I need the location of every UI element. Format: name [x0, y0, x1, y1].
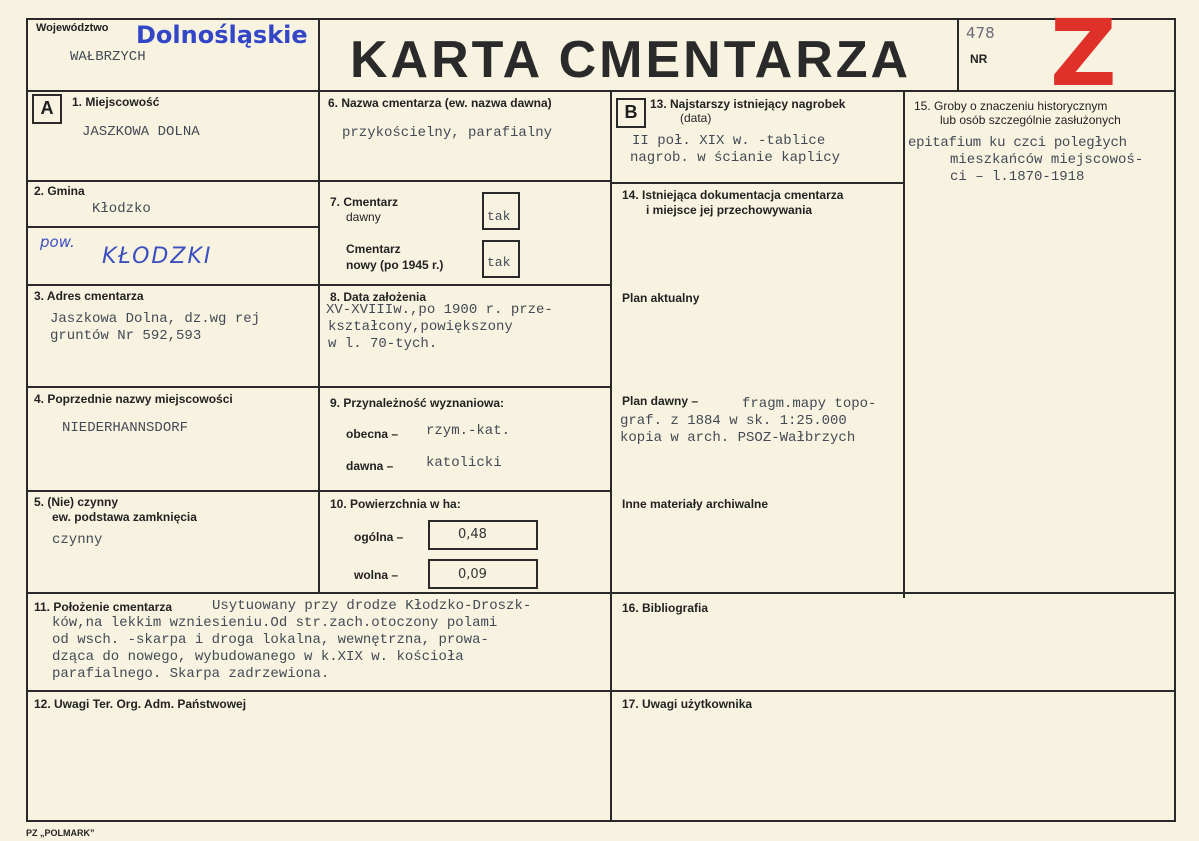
- header-divider-2: [957, 18, 959, 92]
- page-title: KARTA CMENTARZA: [350, 31, 912, 89]
- field-7-box-dawny: [482, 192, 520, 230]
- field-2-label: 2. Gmina: [34, 184, 85, 198]
- field-5-label1: 5. (Nie) czynny: [34, 495, 119, 509]
- field-2-hand-prefix: pow.: [40, 233, 75, 251]
- field-7-label-a1: 7. Cmentarz: [330, 195, 399, 209]
- field-7-label-a2: dawny: [346, 210, 381, 224]
- frame-top: [26, 18, 1176, 20]
- row-line-m3: [318, 386, 612, 388]
- field-10-label: 10. Powierzchnia w ha:: [330, 497, 461, 511]
- field-14-plan-line3: kopia w arch. PSOZ-Wałbrzych: [620, 430, 856, 446]
- field-7-box-nowy-value: tak: [487, 255, 511, 270]
- section-a-marker: A: [32, 94, 62, 124]
- field-8-line3: w l. 70-tych.: [328, 336, 438, 352]
- field-9-dawna-label: dawna –: [346, 459, 394, 473]
- row-line-l4: [26, 386, 320, 388]
- row-line-m1: [318, 180, 612, 182]
- field-8-label: 8. Data założenia: [330, 290, 427, 304]
- field-5-label2: ew. podstawa zamknięcia: [52, 510, 197, 524]
- field-13-line2: nagrob. w ścianie kaplicy: [630, 150, 841, 166]
- row-line-l5: [26, 490, 320, 492]
- field-13-label2: (data): [680, 111, 712, 125]
- field-3-line2: gruntów Nr 592,593: [50, 328, 202, 344]
- field-11-line3: od wsch. -skarpa i droga lokalna, wewnętrzna, prowa-: [52, 632, 489, 648]
- field-11-line5: parafialnego. Skarpa zadrzewiona.: [52, 666, 330, 682]
- field-9-obecna-label: obecna –: [346, 427, 399, 441]
- field-11-line2: ków,na lekkim wzniesieniu.Od str.zach.otoczony polami: [52, 615, 498, 631]
- field-14-plan-dawny: Plan dawny –: [622, 394, 699, 408]
- field-14-inne: Inne materiały archiwalne: [622, 497, 769, 511]
- field-6-label: 6. Nazwa cmentarza (ew. nazwa dawna): [328, 96, 552, 110]
- wojewodztwo-label: Województwo: [36, 22, 109, 34]
- row-line-l3: [26, 284, 320, 286]
- field-3-label: 3. Adres cmentarza: [34, 289, 144, 303]
- wojewodztwo-typed: WAŁBRZYCH: [70, 49, 146, 65]
- field-14-plan-line1: fragm.mapy topo-: [742, 396, 877, 412]
- field-14-label2: i miejsce jej przechowywania: [646, 203, 813, 217]
- field-10-ogolna-box: [428, 520, 538, 550]
- field-1-label: 1. Miejscowość: [72, 95, 160, 109]
- field-10-ogolna-label: ogólna –: [354, 530, 404, 544]
- field-15-label2: lub osób szczególnie zasłużonych: [940, 113, 1121, 127]
- field-11-line1: Usytuowany przy drodze Kłodzko-Droszk-: [212, 598, 532, 614]
- frame-right: [1174, 18, 1176, 822]
- field-2-value: Kłodzko: [92, 201, 151, 217]
- frame-bottom: [26, 820, 1176, 822]
- row-line-lower-2: [26, 690, 1176, 692]
- field-3-line1: Jaszkowa Dolna, dz.wg rej: [50, 311, 261, 327]
- col-divider-1: [318, 90, 320, 592]
- field-10-ogolna-value: 0,48: [458, 527, 487, 542]
- field-16-label: 16. Bibliografia: [622, 601, 709, 615]
- header-divider-1: [318, 18, 320, 92]
- field-7-label-b1: Cmentarz: [346, 242, 401, 256]
- row-line-l2: [26, 226, 320, 228]
- row-line-m2: [318, 284, 612, 286]
- field-17-label: 17. Uwagi użytkownika: [622, 697, 753, 711]
- field-4-value: NIEDERHANNSDORF: [62, 420, 189, 436]
- field-10-wolna-value: 0,09: [458, 567, 487, 582]
- field-14-label1: 14. Istniejąca dokumentacja cmentarza: [622, 188, 844, 202]
- field-8-line2: kształcony,powiększony: [328, 319, 513, 335]
- field-14-plan-aktualny: Plan aktualny: [622, 291, 700, 305]
- field-7-box-dawny-value: tak: [487, 209, 511, 224]
- field-9-obecna-value: rzym.-kat.: [426, 423, 511, 439]
- col-divider-2: [610, 90, 612, 822]
- field-2-hand-value: KŁODZKI: [102, 244, 213, 269]
- field-15-label1: 15. Groby o znaczeniu historycznym: [914, 99, 1108, 113]
- field-7-label-b2: nowy (po 1945 r.): [346, 258, 444, 272]
- header-bottom-line: [26, 90, 1176, 92]
- printer-mark: PZ „POLMARK”: [26, 828, 95, 838]
- nr-label: NR: [970, 52, 988, 66]
- field-4-label: 4. Poprzednie nazwy miejscowości: [34, 392, 233, 406]
- frame-left: [26, 18, 28, 822]
- field-15-line1: epitafium ku czci poległych: [908, 135, 1127, 151]
- row-line-lower-1: [26, 592, 1176, 594]
- wojewodztwo-stamp: Dolnośląskie: [136, 21, 308, 49]
- field-11-label: 11. Położenie cmentarza: [34, 600, 173, 614]
- row-line-l1: [26, 180, 320, 182]
- nr-handwritten: 478: [966, 24, 995, 42]
- section-b-marker: B: [616, 98, 646, 128]
- field-5-value: czynny: [52, 532, 103, 548]
- category-marker: Z: [1050, 0, 1117, 107]
- field-14-plan-line2: graf. z 1884 w sk. 1:25.000: [620, 413, 847, 429]
- field-11-line4: dząca do nowego, wybudowanego w k.XIX w. kościoła: [52, 649, 464, 665]
- field-13-label1: 13. Najstarszy istniejący nagrobek: [650, 97, 846, 111]
- field-10-wolna-box: [428, 559, 538, 589]
- row-line-r1: [610, 182, 905, 184]
- field-13-line1: II poł. XIX w. -tablice: [632, 133, 826, 149]
- field-9-dawna-value: katolicki: [426, 455, 502, 471]
- field-6-value: przykościelny, parafialny: [342, 125, 553, 141]
- field-8-line1: XV-XVIIIw.,po 1900 r. prze-: [326, 302, 553, 318]
- field-1-value: JASZKOWA DOLNA: [82, 124, 200, 140]
- field-12-label: 12. Uwagi Ter. Org. Adm. Państwowej: [34, 697, 247, 711]
- field-7-box-nowy: [482, 240, 520, 278]
- row-line-m4: [318, 490, 612, 492]
- field-15-line3: ci – l.1870-1918: [950, 169, 1085, 185]
- field-9-label: 9. Przynależność wyznaniowa:: [330, 396, 505, 410]
- field-10-wolna-label: wolna –: [354, 568, 399, 582]
- field-15-line2: mieszkańców miejscowoś-: [950, 152, 1144, 168]
- col-divider-3: [903, 90, 905, 598]
